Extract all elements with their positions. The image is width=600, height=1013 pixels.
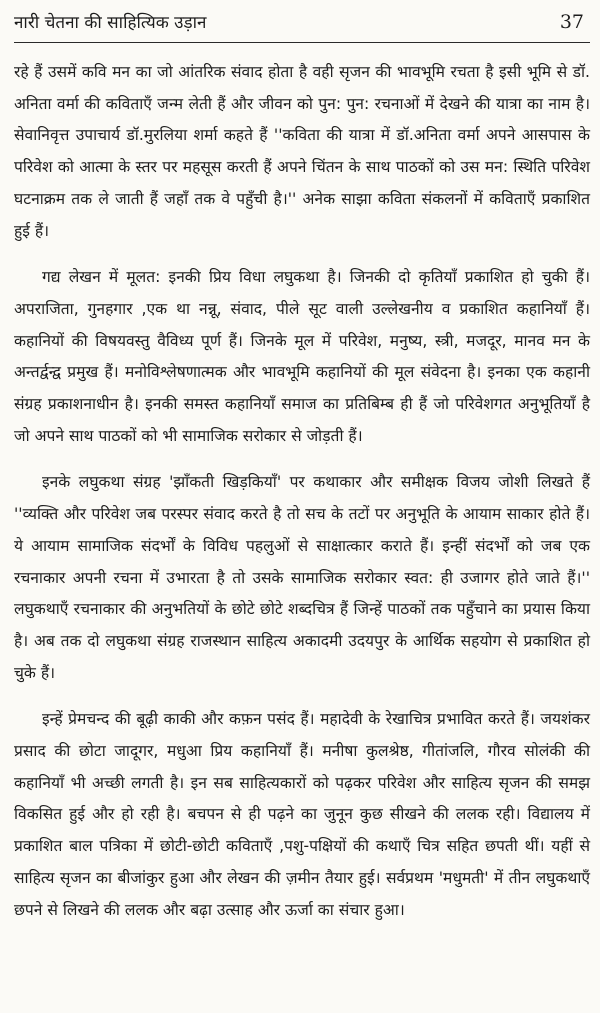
running-title: नारी चेतना की साहित्यिक उड़ान (14, 13, 207, 33)
page-header (14, 10, 590, 43)
page-number: 37 (559, 11, 584, 33)
paragraph: इनके लघुकथा संग्रह 'झाँकती खिड़कियाँ' पर कथाकार और समीक्षक विजय जोशी लिखते हैं ''व्यक्ति और परिवेश जब परस्पर संवाद करते है तो सच के तटों पर अनुभूति के आयाम साकार होते हैं। ये आयाम सामाजिक संदर्भों के विविध पहलुओं से साक्षात्कार कराते हैं। इन्हीं संदर्भों को जब एक रचनाकार अपनी रचना में उभारता है तो उसके सामाजिक सरोकार स्वत: ही उजागर होते जाते हैं।'' लघुकथाएँ रचनाकार की अनुभतियों के छोटे छोटे शब्दचित्र हैं जिन्हें पाठकों तक पहुँचाने का प्रयास किया है। अब तक दो लघुकथा संग्रह राजस्थान साहित्य अकादमी उदयपुर के आर्थिक सहयोग से प्रकाशित हो चुके हैं। (14, 473, 590, 682)
body-text (14, 57, 590, 926)
paragraph: गद्य लेखन में मूलत: इनकी प्रिय विधा लघुकथा है। जिनकी दो कृतियाँ प्रकाशित हो चुकी हैं। अपराजिता, गुनहगार ,एक था नन्नू, संवाद, पीले सूट वाली उल्लेखनीय व प्रकाशित कहानियाँ हैं। कहानियों की विषयवस्तु वैविध्य पूर्ण हैं। जिनके मूल में परिवेश, मनुष्य, स्त्री, मजदूर, मानव मन के अन्तर्द्वन्द्व प्रमुख हैं। मनोविश्लेषणात्मक और भावभूमि कहानियों की मूल संवेदना है। इनका एक कहानी संग्रह प्रकाशनाधीन है। इनकी समस्त कहानियाँ समाज का प्रतिबिम्ब ही हैं जो परिवेशगत अनुभूतियाँ है जो अपने साथ पाठकों को भी सामाजिक सरोकार से जोड़ती हैं। (14, 268, 590, 445)
paragraph: इन्हें प्रेमचन्द की बूढ़ी काकी और कफ़न पसंद हैं। महादेवी के रेखाचित्र प्रभावित करते हैं। जयशंकर प्रसाद की छोटा जादूगर, मधुआ प्रिय कहानियाँ हैं। मनीषा कुलश्रेष्ठ, गीतांजलि, गौरव सोलंकी की कहानियाँ भी अच्छी लगती है। इन सब साहित्यकारों को पढ़कर परिवेश और साहित्य सृजन की समझ विकसित हुई और हो रही है। बचपन से ही पढ़ने का जुनून कुछ सीखने की ललक रही। विद्यालय में प्रकाशित बाल पत्रिका में छोटी-छोटी कविताएँ ,पशु-पक्षियों की कथाएँ चित्र सहित छपती थीं। यहीं से साहित्य सृजन का बीजांकुर हुआ और लेखन की ज़मीन तैयार हुई। सर्वप्रथम 'मधुमती' में तीन लघुकथाएँ छपने से लिखने की ललक और बढ़ा उत्साह और ऊर्जा का संचार हुआ। (14, 710, 590, 919)
paragraph: रहे हैं उसमें कवि मन का जो आंतरिक संवाद होता है वही सृजन की भावभूमि रचता है इसी भूमि से डॉ. अनिता वर्मा की कविताएँ जन्म लेती हैं और जीवन को पुन: पुन: रचनाओं में देखने की यात्रा का नाम है। सेवानिवृत्त उपाचार्य डॉ.मुरलिया शर्मा कहते हैं ''कविता की यात्रा में डॉ.अनिता वर्मा अपने आसपास के परिवेश को आत्मा के स्तर पर महसूस करती हैं अपने चिंतन के साथ पाठकों को उस मन: स्थिति परिवेश घटनाक्रम तक ले जाती हैं जहाँ तक वे पहुँची है।'' अनेक साझा कविता संकलनों में कविताएँ प्रकाशित हुई हैं। (14, 63, 590, 240)
